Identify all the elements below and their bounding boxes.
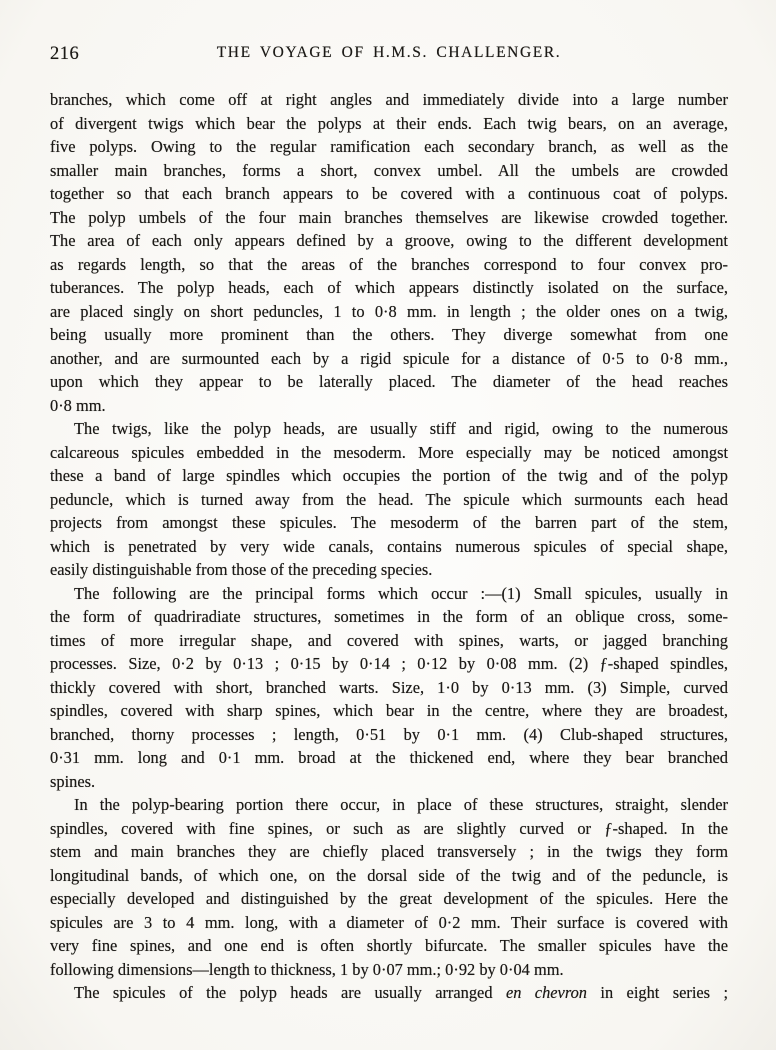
paragraph xyxy=(50,417,728,582)
text-line: spicules are 3 to 4 mm. long, with a diameter of 0·2 mm. Their surface is covered with xyxy=(50,912,728,932)
text-line: the form of quadriradiate structures, sometimes in the form of an oblique cross, some- xyxy=(50,607,728,626)
running-head-title: THE VOYAGE OF H.M.S. CHALLENGER. xyxy=(216,44,562,61)
text-line: five polyps. Owing to the regular ramification each secondary branch, as well as the xyxy=(50,137,728,156)
page-header xyxy=(50,44,728,64)
text-body xyxy=(50,88,728,1005)
text-line: The area of each only appears defined by a groove, owing to the different development xyxy=(50,231,728,250)
text-line: branches, which come off at right angles and immediately divide into a large number xyxy=(50,90,728,109)
paragraph xyxy=(50,582,728,794)
text-line: The spicules of the polyp heads are usually arranged en chevron in eight series ; xyxy=(74,983,729,1002)
text-line: The following are the principal forms which occur :—(1) Small spicules, usually in xyxy=(74,583,728,603)
text-line: of divergent twigs which bear the polyps at their ends. Each twig bears, on an average, xyxy=(50,113,728,133)
text-line: calcareous spicules embedded in the mesoderm. More especially may be noticed amongst xyxy=(50,442,728,462)
text-line: The polyp umbels of the four main branches themselves are likewise crowded together. xyxy=(50,207,728,227)
text-line: being usually more prominent than the others. They diverge somewhat from one xyxy=(50,325,728,344)
text-line: thickly covered with short, branched warts. Size, 1·0 by 0·13 mm. (3) Simple, curved xyxy=(50,677,728,697)
text-line: 0·8 mm. xyxy=(50,395,106,415)
text-line: are placed singly on short peduncles, 1 to 0·8 mm. in length ; the older ones on a twig, xyxy=(50,301,728,321)
page-content xyxy=(50,44,728,1005)
text-line: these a band of large spindles which occupies the portion of the twig and of the polyp xyxy=(50,466,728,485)
text-line: longitudinal bands, of which one, on the dorsal side of the twig and of the peduncle, is xyxy=(50,865,728,885)
text-line: 0·31 mm. long and 0·1 mm. broad at the thickened end, where they bear branched xyxy=(50,748,728,767)
text-line: stem and main branches they are chiefly placed transversely ; in the twigs they form xyxy=(50,842,728,861)
text-line: as regards length, so that the areas of the branches correspond to four convex pro- xyxy=(50,254,728,274)
text-line: branched, thorny processes ; length, 0·51 by 0·1 mm. (4) Club-shaped structures, xyxy=(50,724,728,744)
text-line: In the polyp-bearing portion there occur, in place of these structures, straight, slender xyxy=(74,795,728,814)
text-line: upon which they appear to be laterally placed. The diameter of the head reaches xyxy=(50,372,728,391)
text-line: following dimensions—length to thickness, 1 by 0·07 mm.; 0·92 by 0·04 mm. xyxy=(50,959,564,979)
text-line: smaller main branches, forms a short, convex umbel. All the umbels are crowded xyxy=(50,160,728,180)
paragraph xyxy=(50,793,728,981)
text-line: another, and are surmounted each by a rigid spicule for a distance of 0·5 to 0·8 mm., xyxy=(50,348,728,368)
paragraph xyxy=(50,88,728,417)
text-line: which is penetrated by very wide canals, contains numerous spicules of special shape, xyxy=(50,536,728,556)
text-line: spindles, covered with sharp spines, which bear in the centre, where they are broadest, xyxy=(50,701,728,720)
text-line: processes. Size, 0·2 by 0·13 ; 0·15 by 0·14 ; 0·12 by 0·08 mm. (2) ƒ-shaped spindles, xyxy=(50,654,728,673)
text-line: peduncle, which is turned away from the head. The spicule which surmounts each head xyxy=(50,489,728,509)
text-line: projects from amongst these spicules. The mesoderm of the barren part of the stem, xyxy=(50,513,728,532)
text-line: times of more irregular shape, and covered with spines, warts, or jagged branching xyxy=(50,630,728,650)
text-line: together so that each branch appears to be covered with a continuous coat of polyps. xyxy=(50,184,728,203)
text-line: The twigs, like the polyp heads, are usually stiff and rigid, owing to the numerous xyxy=(74,419,728,438)
text-line: especially developed and distinguished by the great development of the spicules. Here the xyxy=(50,889,728,908)
text-line: easily distinguishable from those of the preceding species. xyxy=(50,560,433,579)
page-number: 216 xyxy=(50,44,80,64)
text-line: very fine spines, and one end is often shortly bifurcate. The smaller spicules have the xyxy=(50,936,728,955)
text-line: spindles, covered with fine spines, or such as are slightly curved or ƒ-shaped. In the xyxy=(50,818,728,838)
text-line: spines. xyxy=(50,771,96,791)
text-line: tuberances. The polyp heads, each of which appears distinctly isolated on the surface, xyxy=(50,278,728,297)
paragraph xyxy=(50,981,728,1005)
